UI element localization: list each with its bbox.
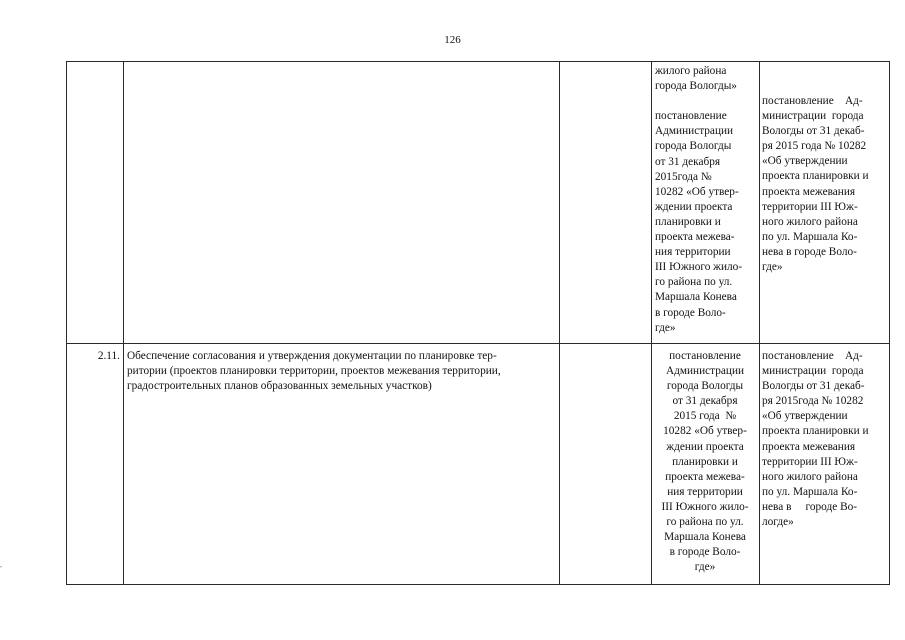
column-divider-1	[123, 61, 124, 585]
row2-order-cell: постановление Администрации города Вологды от 31 декабря 2015 года № 10282 «Об утвер- ждении проекта планировки и проекта межева- ния территории III Южного жило- го района по ул. Маршала Конева в городе Воло- где»	[661, 350, 749, 574]
row2-number: 2.11.	[97, 350, 120, 362]
column-divider-4	[759, 61, 760, 585]
table-left-border	[66, 61, 67, 585]
row1-order-cell: жилого района города Вологды» постановление Администрации города Вологды от 31 декабря 2015года № 10282 «Об утвер- ждении проекта планировки и проекта межева- ния территории III Южного жило- го района по ул. Маршала Конева в городе Воло- где»	[655, 65, 743, 334]
row2-normative-act-cell: постановление Ад- министрации города Вологды от 31 декаб- ря 2015года № 10282 «Об утверждении проекта планировки и проекта межевания территории III Юж- ного жилого района по ул. Маршала Ко- нева в городе Во- логде»	[762, 350, 869, 529]
column-divider-2	[559, 61, 560, 585]
page-number: 126	[444, 34, 461, 46]
table-bottom-border	[66, 584, 890, 585]
table-top-border	[66, 61, 890, 62]
column-divider-3	[651, 61, 652, 585]
scan-mark: •	[0, 565, 3, 571]
row1-normative-act-cell: постановление Ад- министрации города Вологды от 31 декаб- ря 2015 года № 10282 «Об утверждении проекта планировки и проекта межевания территории III Юж- ного жилого района по ул. Маршала Ко- нева в городе Воло- где»	[762, 95, 869, 274]
row-divider	[66, 343, 890, 344]
table-right-border	[889, 61, 890, 585]
row2-description: Обеспечение согласования и утверждения документации по планировке тер- ритории (проектов планировки территории, проектов межевания территории, градостроительных планов образованных земельных участков)	[127, 350, 501, 393]
